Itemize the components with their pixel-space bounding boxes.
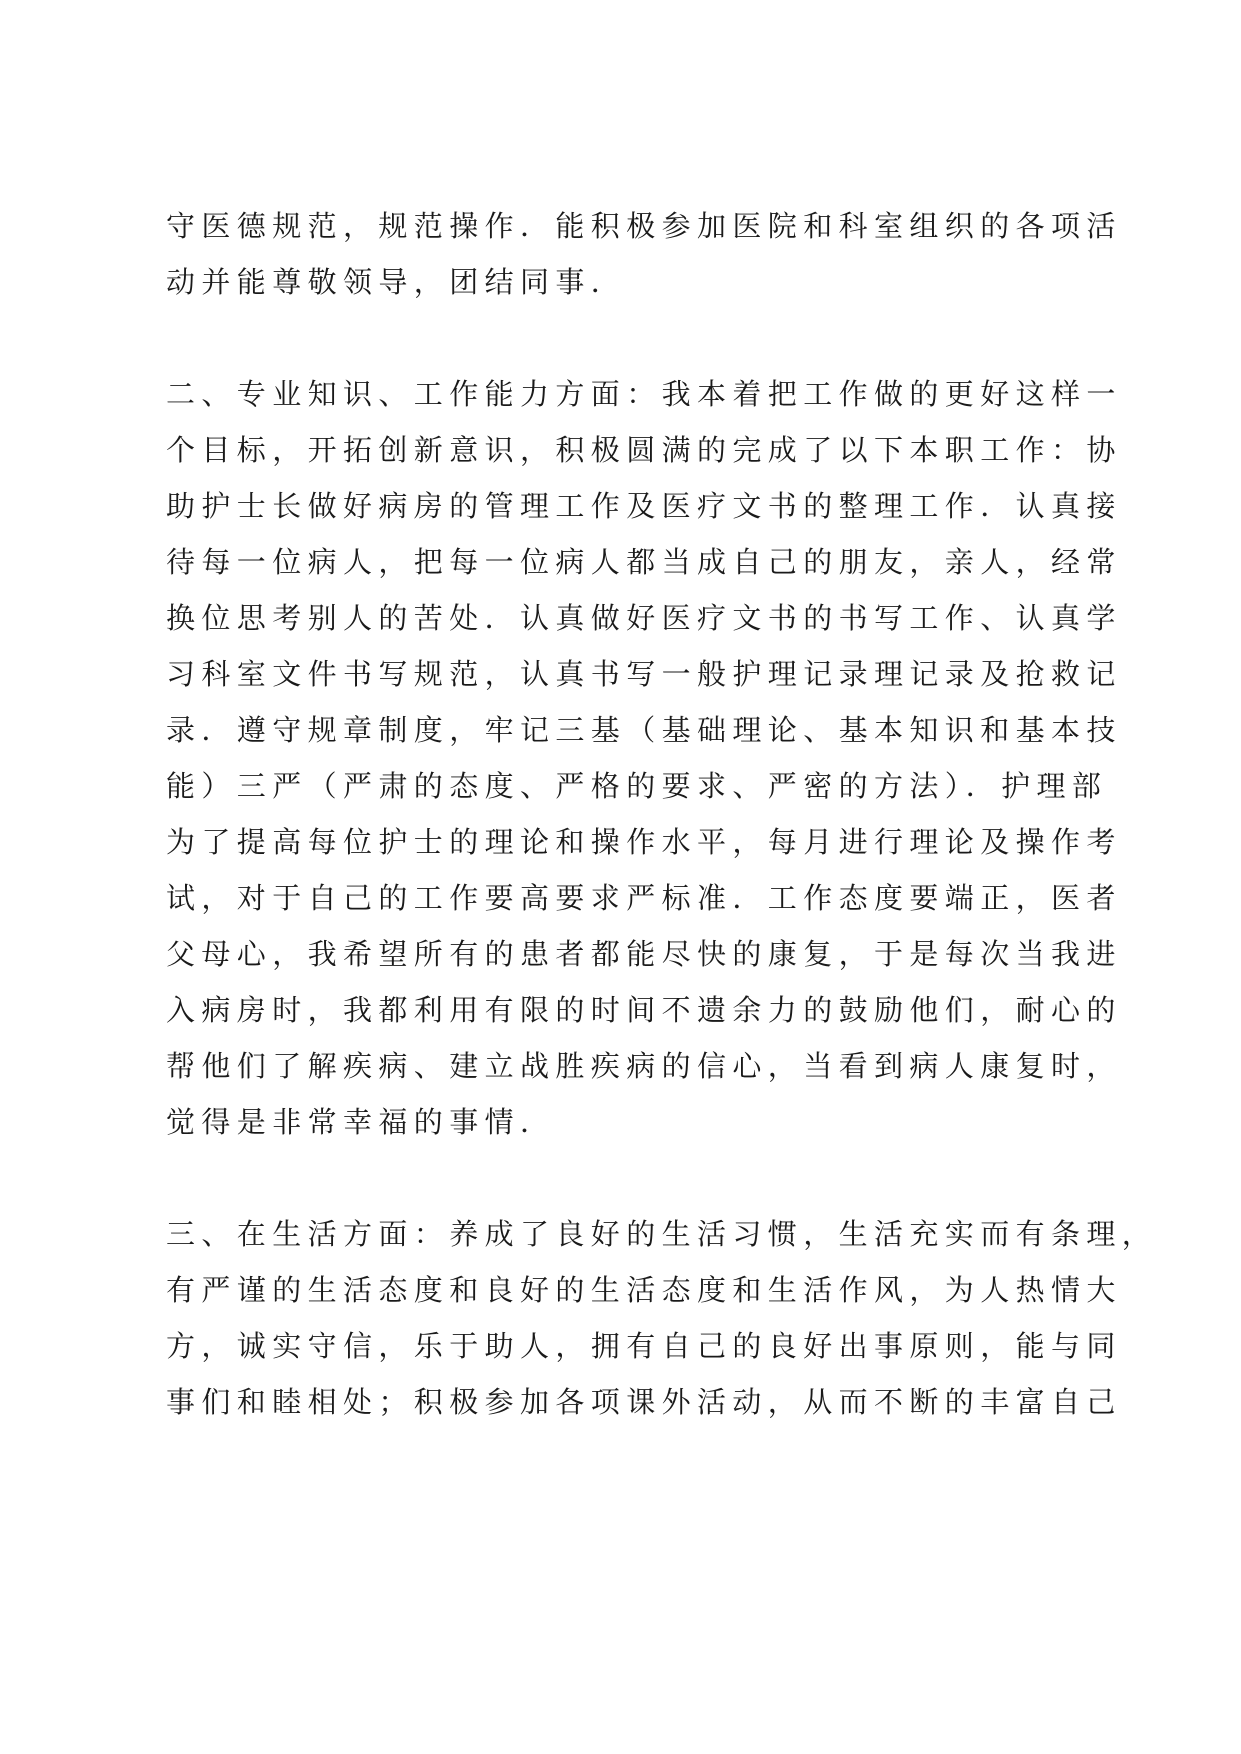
text-line: 习科室文件书写规范，认真书写一般护理记录理记录及抢救记 <box>166 657 1122 691</box>
text-line: 帮他们了解疾病、建立战胜疾病的信心，当看到病人康复时， <box>166 1049 1122 1083</box>
text-line: 守医德规范，规范操作．能积极参加医院和科室组织的各项活 <box>166 209 1122 243</box>
text-line: 父母心，我希望所有的患者都能尽快的康复，于是每次当我进 <box>166 937 1122 971</box>
text-line: 录．遵守规章制度，牢记三基（基础理论、基本知识和基本技 <box>166 713 1122 747</box>
text-line: 能）三严（严肃的态度、严格的要求、严密的方法）．护理部 <box>166 769 1108 803</box>
text-line: 事们和睦相处；积极参加各项课外活动，从而不断的丰富自己 <box>166 1385 1122 1419</box>
text-line: 待每一位病人，把每一位病人都当成自己的朋友，亲人，经常 <box>166 545 1122 579</box>
text-line: 个目标，开拓创新意识，积极圆满的完成了以下本职工作：协 <box>166 433 1122 467</box>
text-line: 助护士长做好病房的管理工作及医疗文书的整理工作．认真接 <box>166 489 1122 523</box>
text-line: 为了提高每位护士的理论和操作水平，每月进行理论及操作考 <box>166 825 1122 859</box>
text-line: 试，对于自己的工作要高要求严标准．工作态度要端正，医者 <box>166 881 1122 915</box>
text-line: 有严谨的生活态度和良好的生活态度和生活作风，为人热情大 <box>166 1273 1122 1307</box>
text-line: 二、专业知识、工作能力方面：我本着把工作做的更好这样一 <box>166 377 1122 411</box>
text-line: 三、在生活方面：养成了良好的生活习惯，生活充实而有条理， <box>166 1217 1158 1251</box>
text-line: 动并能尊敬领导，团结同事． <box>166 265 627 299</box>
text-line: 觉得是非常幸福的事情． <box>166 1105 556 1139</box>
text-line: 换位思考别人的苦处．认真做好医疗文书的书写工作、认真学 <box>166 601 1122 635</box>
text-line: 方，诚实守信，乐于助人，拥有自己的良好出事原则，能与同 <box>166 1329 1122 1363</box>
text-line: 入病房时，我都利用有限的时间不遗余力的鼓励他们，耐心的 <box>166 993 1122 1027</box>
